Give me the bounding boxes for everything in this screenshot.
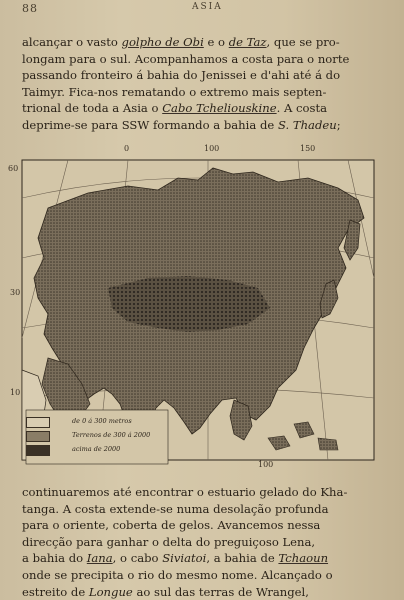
legend-label: acima de 2000	[72, 445, 121, 453]
legend-row	[26, 416, 166, 428]
text-line: tanga. A costa extende-se numa desolação profunda	[22, 501, 329, 516]
lon-tick: 150	[300, 144, 316, 153]
text-line: trional de toda a Asia o Cabo Tcheliouskine. A costa	[22, 101, 328, 116]
place-name: Longue	[88, 584, 133, 599]
legend-row	[26, 430, 166, 442]
legend-row	[26, 444, 166, 456]
map-legend	[26, 416, 166, 468]
place-name: Iana	[86, 551, 113, 566]
paragraph-bottom	[22, 484, 382, 600]
asia-relief-map	[8, 138, 388, 468]
legend-label: Terrenos de 300 á 2000	[72, 431, 151, 439]
legend-swatch	[26, 431, 50, 442]
text-line: para o oriente, coberta de gelos. Avancemos nessa	[22, 518, 321, 533]
text-line: passando fronteiro á bahia do Jenissei e d'ahi até á do	[22, 68, 341, 83]
lon-tick: 100	[204, 144, 220, 153]
running-header	[22, 2, 382, 18]
page-title: ASIA	[192, 2, 223, 12]
place-name: Cabo Tcheliouskine	[162, 101, 277, 116]
legend-swatch	[26, 445, 50, 456]
lat-tick: 10	[10, 388, 21, 397]
place-name: Tchaoun	[278, 551, 329, 566]
place-name: S. Thadeu	[277, 117, 337, 132]
text-line: deprime-se para SSW formando a bahia de S. Thadeu;	[22, 117, 341, 132]
text-line: alcançar o vasto golpho de Obi e o de Taz, que se pro-	[22, 35, 340, 49]
lat-tick: 30	[10, 288, 21, 297]
lon-tick: 0	[124, 144, 130, 153]
lat-tick: 60	[8, 164, 19, 173]
text-line: a bahia do Iana, o cabo Siviatoi, a bahia de Tchaoun	[22, 551, 329, 566]
text-line: estreito de Longue ao sul das terras de Wrangel,	[22, 584, 309, 599]
place-name: de Taz	[228, 35, 267, 49]
text-line: continuaremos até encontrar o estuario gelado do Kha-	[22, 485, 348, 499]
place-name: golpho de Obi	[121, 35, 204, 49]
legend-label: de 0 á 300 metros	[72, 417, 132, 425]
place-name: Siviatoi	[162, 551, 207, 566]
text-line: direcção para ganhar o delta do preguiçoso Lena,	[22, 534, 316, 549]
page-number: 88	[22, 2, 38, 15]
text-line: onde se precipita o rio do mesmo nome. Alcançado o	[22, 567, 333, 582]
paragraph-top	[22, 34, 382, 134]
text-line: longam para o sul. Acompanhamos a costa para o norte	[22, 51, 350, 66]
lon-tick: 100	[258, 460, 274, 469]
legend-swatch	[26, 417, 50, 428]
text-line: Taimyr. Fica-nos rematando o extremo mais septen-	[22, 84, 327, 99]
